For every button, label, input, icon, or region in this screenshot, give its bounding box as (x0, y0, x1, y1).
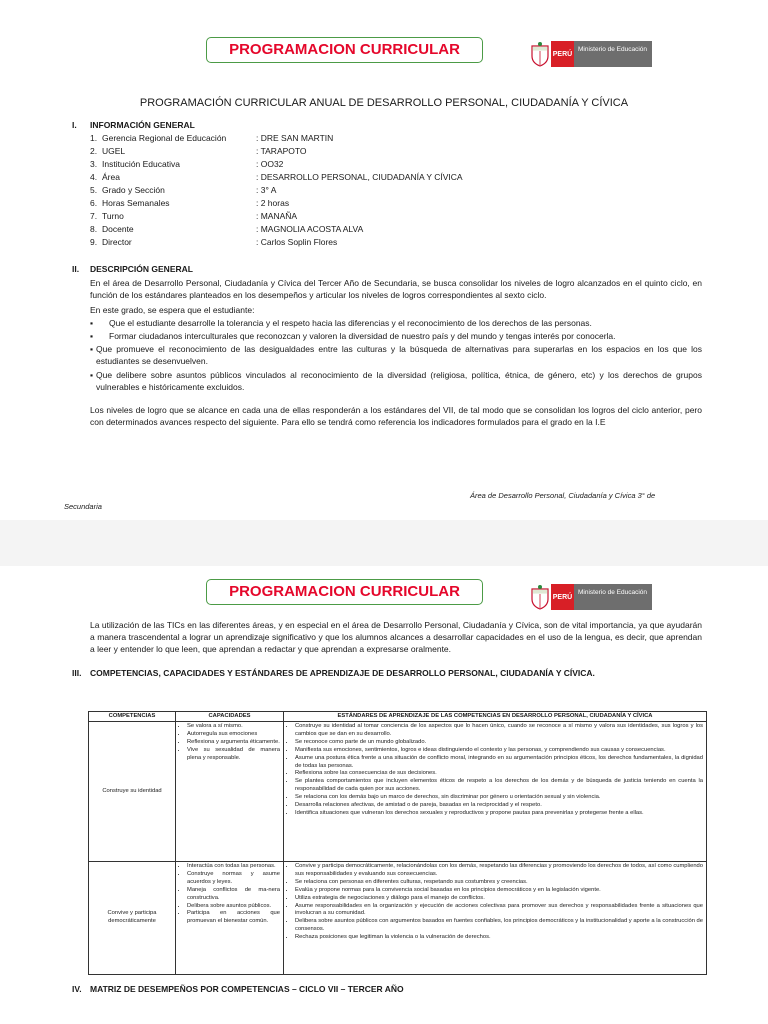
section-heading: III. COMPETENCIAS, CAPACIDADES Y ESTÁNDARES DE APRENDIZAJE DE DESARROLLO PERSONAL, CIUDADANÍA Y CÍVICA. (72, 668, 595, 678)
capacity-item: • Participa en acciones que promuevan el bienestar común. (187, 910, 280, 926)
standard-item: • Desarrolla relaciones afectivas, de amistad o de pareja, basadas en la reciprocidad y el respeto. (295, 802, 703, 810)
info-row (90, 158, 283, 170)
capacity-item: • Vive su sexualidad de manera plena y responsable. (187, 747, 280, 763)
peru-label: PERÚ (551, 584, 574, 610)
info-row (90, 236, 337, 248)
standard-item: • Se relaciona con personas en diferentes culturas, respetando sus costumbres y creencias. (295, 879, 703, 887)
standard-item: • Se reconoce como parte de un mundo globalizado. (295, 739, 703, 747)
standard-item: • Se plantea comportamientos que incluyen elementos éticos de respeto a los derechos de los demás y de búsqueda de justicia teniendo en cuenta la responsabilidad de cada quien por sus acciones. (295, 778, 703, 794)
info-value: : 3° A (256, 185, 277, 195)
standard-item: • Asume una postura ética frente a una situación de conflicto moral, integrando en su argumentación principios éticos, los derechos fundamentales, la dignidad de todas las personas. (295, 755, 703, 771)
tics-paragraph: La utilización de las TICs en las diferentes áreas, y en especial en el área de Desarrollo Personal, Ciudadanía y Cívica, son de vital importancia, ya que ayudarán a manera trascendental a lograr un aprendizaje significativo y que los alumnos alcances a desarrollar capacidades en el uso de la lengua, es decir, que aprendan a leer y entender lo que leen, que aprendan a redactar y que aprendan a expresarse oralmente. (90, 620, 702, 654)
capacity-item: • Maneja conflictos de ma-nera constructiva. (187, 887, 280, 903)
info-label: Gerencia Regional de Educación (102, 133, 227, 143)
capacity-item: • Delibera sobre asuntos públicos. (187, 903, 280, 911)
standard-item: • Se relaciona con los demás bajo un marco de derechos, sin discriminar por género u orientación sexual y sin violencia. (295, 794, 703, 802)
info-row (90, 145, 307, 157)
capacity-item: • Interactúa con todas las personas. (187, 863, 280, 871)
standard-item: • Manifiesta sus emociones, sentimientos, logros e ideas distinguiendo el contexto y las personas, y comprendiendo sus causas y consecuencias. (295, 747, 703, 755)
standard-item: • Identifica situaciones que vulneran los derechos sexuales y reproductivos y propone pautas para prevenirlas y protegerse frente a ellas. (295, 810, 703, 818)
capacity-item: • Construye normas y asume acuerdos y leyes. (187, 871, 280, 887)
banner-title: PROGRAMACION CURRICULAR (206, 37, 483, 63)
standard-item: • Rechaza posiciones que legitiman la violencia o la vulneración de derechos. (295, 934, 703, 942)
coat-of-arms-icon (529, 41, 551, 67)
info-value: : OO32 (256, 159, 284, 169)
info-label: Grado y Sección (102, 185, 165, 195)
info-number: 2. (90, 146, 98, 156)
ministry-label: Ministerio de Educación (574, 41, 652, 67)
standards-cell (284, 722, 707, 862)
ministry-label: Ministerio de Educación (574, 584, 652, 610)
info-number: 8. (90, 224, 98, 234)
info-value: : MAGNOLIA ACOSTA ALVA (256, 224, 364, 234)
ministry-logo (529, 41, 652, 67)
info-label: Institución Educativa (102, 159, 180, 169)
info-label: Director (102, 237, 132, 247)
description-intro: En este grado, se espera que el estudiante: (90, 305, 255, 315)
capacity-item: • Reflexiona y argumenta éticamente. (187, 739, 280, 747)
info-value: : Carlos Soplin Flores (256, 237, 338, 247)
info-number: 4. (90, 172, 98, 182)
info-number: 6. (90, 198, 98, 208)
info-label: Docente (102, 224, 134, 234)
info-label: Horas Semanales (102, 198, 170, 208)
coat-of-arms-icon (529, 584, 551, 610)
standard-item: • Construye su identidad al tomar conciencia de los aspectos que lo hacen único, cuando se reconoce a sí mismo y valora sus identidades, sus logros y los cambios que se dan en su desarrollo. (295, 723, 703, 739)
standard-item: • Asume responsabilidades en la organización y ejecución de acciones colectivas para promover sus derechos y responsabilidades frente a situaciones que involucran a su comunidad. (295, 903, 703, 919)
info-row (90, 171, 463, 183)
list-item: ▪ Que delibere sobre asuntos públicos vinculados al reconocimiento de la diversidad (religiosa, política, étnica, de género, etc) y los derechos de grupos vulnerables e históricamente excluidos. (90, 370, 702, 392)
list-item: ▪ Que promueve el reconocimiento de las desigualdades entre las culturas y la búsqueda de alternativas para superarlas en los espacios en los que los estudiantes se desenvuelven. (90, 344, 702, 366)
info-number: 9. (90, 237, 98, 247)
description-paragraph: En el área de Desarrollo Personal, Ciudadanía y Cívica del Tercer Año de Secundaria, se busca consolidar los niveles de logro alcanzados en el quinto ciclo, en función de los estándares planteados en los desempeños y articular los niveles de logros correspondientes al sexto ciclo. (90, 278, 702, 300)
table-row (89, 862, 707, 975)
standards-cell (284, 862, 707, 975)
footer-area: Área de Desarrollo Personal, Ciudadanía y Cívica 3° de (470, 491, 656, 500)
section-heading: II. DESCRIPCIÓN GENERAL (72, 264, 193, 274)
capacities-cell (176, 722, 284, 862)
standard-item: • Convive y participa democráticamente, relacionándolas con los demás, respetando las diferencias y promoviendo los derechos de todos, así como cumpliendo sus responsabilidades y evaluando sus consecuencias. (295, 863, 703, 879)
standard-item: • Delibera sobre asuntos públicos con argumentos basados en fuentes confiables, los principios democráticos y la institucionalidad y aporte a la construcción de consensos. (295, 918, 703, 934)
info-row (90, 132, 333, 144)
info-number: 3. (90, 159, 98, 169)
capacity-item: • Autorregula sus emociones (187, 731, 280, 739)
info-value: : 2 horas (256, 198, 290, 208)
table-row (89, 722, 707, 862)
capacities-cell (176, 862, 284, 975)
column-header: CAPACIDADES (176, 712, 284, 722)
info-label: Área (102, 172, 120, 182)
section-heading: IV. MATRIZ DE DESEMPEÑOS POR COMPETENCIAS – CICLO VII – TERCER AÑO (72, 984, 404, 994)
capacity-item: • Se valora a sí mismo. (187, 723, 280, 731)
column-header: ESTÁNDARES DE APRENDIZAJE DE LAS COMPETENCIAS EN DESARROLLO PERSONAL, CIUDADANÍA Y CÍVICA (284, 712, 707, 722)
description-closing: Los niveles de logro que se alcance en cada una de ellas responderán a los estándares del VII, de tal modo que se consolidan los logros del ciclo anterior, pero con determinados avances respecto del siguiente. Para ello se tendrá como referencia los indicadores formulados para el grado en la I.E (90, 405, 702, 427)
info-row (90, 197, 289, 209)
standard-item: • Reflexiona sobre las consecuencias de sus decisiones. (295, 770, 703, 778)
info-value: : DESARROLLO PERSONAL, CIUDADANÍA Y CÍVICA (256, 172, 463, 182)
competency-cell: Construye su identidad (89, 722, 176, 862)
info-value: : TARAPOTO (256, 146, 307, 156)
info-value: : MANAÑA (256, 211, 298, 221)
document-title: PROGRAMACIÓN CURRICULAR ANUAL DE DESARROLLO PERSONAL, CIUDADANÍA Y CÍVICA (139, 97, 629, 109)
ministry-logo (529, 584, 652, 610)
info-row (90, 223, 363, 235)
footer-grade: Secundaria (64, 502, 102, 511)
section-heading: I. INFORMACIÓN GENERAL (72, 120, 195, 130)
competency-cell: Convive y participa democráticamente (89, 862, 176, 975)
standard-item: • Utiliza estrategia de negociaciones y diálogo para el manejo de conflictos. (295, 895, 703, 903)
info-label: Turno (102, 211, 124, 221)
info-value: : DRE SAN MARTIN (256, 133, 334, 143)
info-number: 5. (90, 185, 98, 195)
standard-item: • Evalúa y propone normas para la convivencia social basadas en los principios democráticos y en la legislación vigente. (295, 887, 703, 895)
info-number: 1. (90, 133, 98, 143)
info-row (90, 210, 297, 222)
banner-title: PROGRAMACION CURRICULAR (206, 579, 483, 605)
list-item: ▪ Formar ciudadanos interculturales que reconozcan y valoren la diversidad de nuestro país y del mundo y tengas interés por conocerla. (90, 331, 616, 341)
competencies-table (88, 711, 707, 975)
peru-label: PERÚ (551, 41, 574, 67)
column-header: COMPETENCIAS (89, 712, 176, 722)
info-label: UGEL (102, 146, 126, 156)
table-header-row (89, 712, 707, 722)
info-number: 7. (90, 211, 98, 221)
list-item: ▪ Que el estudiante desarrolle la tolerancia y el respeto hacia las diferencias y el reconocimiento de los derechos de las personas. (90, 318, 592, 328)
info-row (90, 184, 276, 196)
